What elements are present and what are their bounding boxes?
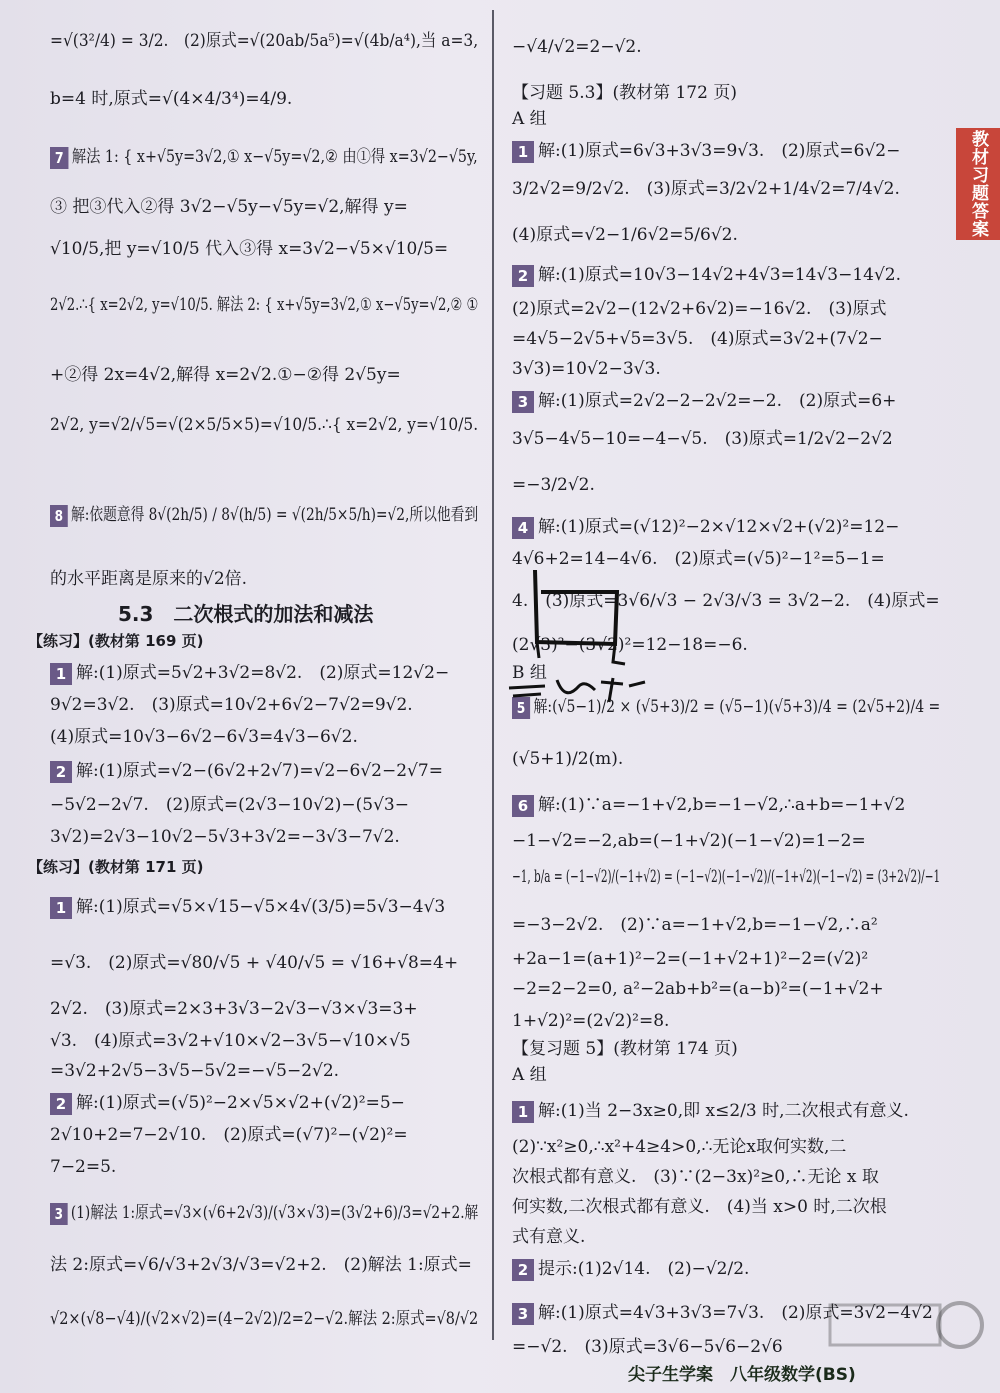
right-line bbox=[512, 948, 868, 970]
ex169-line bbox=[50, 694, 413, 716]
right-line bbox=[512, 1196, 887, 1218]
ex171-line bbox=[50, 1092, 405, 1115]
watermark bbox=[820, 1295, 985, 1385]
ex171-line bbox=[50, 1254, 472, 1276]
question-number-badge: 2 bbox=[50, 761, 72, 783]
ex171-line bbox=[50, 1124, 408, 1146]
ex169-line bbox=[50, 726, 358, 748]
line-text: (1)解法 1:原式=√3×(√6+2√3)/(√3×√3)=(3√2+6)/3=√2+2.解 bbox=[70, 1203, 479, 1223]
line-text: (2√3)²−(3√2)²=12−18=−6. bbox=[512, 635, 748, 655]
line-text: 解:(1)原式=5√2+3√2=8√2. (2)原式=12√2− bbox=[76, 663, 450, 683]
line-text: 7−2=5. bbox=[50, 1157, 117, 1177]
right-line bbox=[512, 978, 884, 1000]
question-number-badge: 5 bbox=[512, 697, 530, 719]
column-divider bbox=[492, 10, 494, 1340]
right-line bbox=[512, 830, 866, 852]
left-line bbox=[50, 504, 478, 527]
right-line bbox=[512, 178, 900, 200]
line-text: 4√6+2=14−4√6. (2)原式=(√5)²−1²=5−1= bbox=[512, 549, 885, 569]
left-line bbox=[50, 364, 401, 386]
line-text: (4)原式=10√3−6√2−6√3=4√3−6√2. bbox=[50, 727, 358, 747]
line-text: 法 2:原式=√6/√3+2√3/√3=√2+2. (2)解法 1:原式= bbox=[50, 1255, 472, 1275]
question-number-badge: 3 bbox=[512, 391, 534, 413]
right-line bbox=[512, 358, 661, 380]
line-text: 解:(1)原式=10√3−14√2+4√3=14√3−14√2. bbox=[538, 265, 902, 285]
right-line bbox=[512, 1336, 783, 1358]
right-line bbox=[512, 866, 940, 888]
ex169-line bbox=[50, 760, 443, 783]
left-line bbox=[50, 30, 478, 52]
line-text: 解:(1)原式=2√2−2−2√2=−2. (2)原式=6+ bbox=[538, 391, 897, 411]
ex171-line bbox=[50, 1308, 478, 1330]
line-text: √3. (4)原式=3√2+√10×√2−3√5−√10×√5 bbox=[50, 1031, 411, 1051]
line-text: (2)原式=2√2−(12√2+6√2)=−16√2. (3)原式 bbox=[512, 299, 887, 319]
question-number-badge: 2 bbox=[512, 265, 534, 287]
right-line bbox=[512, 264, 901, 287]
right-line bbox=[512, 1258, 749, 1281]
question-number-badge: 4 bbox=[512, 517, 534, 539]
line-text: =√3. (2)原式=√80/√5 + √40/√5 = √16+√8=4+ bbox=[50, 953, 459, 973]
line-text: 解:(1)原式=√2−(6√2+2√7)=√2−6√2−2√7= bbox=[76, 761, 443, 781]
line-text: 2√2, y=√2/√5=√(2×5/5×5)=√10/5.∴{ x=2√2, y=√10/5. bbox=[50, 415, 479, 435]
line-text: (2)∵x²≥0,∴x²+4≥4>0,∴无论x取何实数,二 bbox=[512, 1137, 847, 1157]
line-text: ③ 把③代入②得 3√2−√5y−√5y=√2,解得 y= bbox=[50, 197, 408, 217]
ex171-line bbox=[50, 1202, 478, 1225]
line-text: −2=2−2=0, a²−2ab+b²=(a−b)²=(−1+√2+ bbox=[512, 979, 884, 999]
right-line bbox=[512, 914, 878, 936]
line-text: 解法 1: { x+√5y=3√2,① x−√5y=√2,② 由①得 x=3√2−√5y, bbox=[71, 147, 478, 167]
line-text: 解:依题意得 8√(2h/5) / 8√(h/5) = √(2h/5×5/h)=√2,所以他看到 bbox=[71, 505, 479, 525]
side-tab: 教材习题答案 bbox=[956, 128, 1000, 240]
line-text: (√5+1)/2(m). bbox=[512, 749, 624, 769]
right-line bbox=[512, 1038, 738, 1060]
line-text: 3/2√2=9/2√2. (3)原式=3/2√2+1/4√2=7/4√2. bbox=[512, 179, 900, 199]
line-text: +②得 2x=4√2,解得 x=2√2.①−②得 2√5y= bbox=[50, 365, 401, 385]
left-line bbox=[50, 146, 478, 169]
line-text: 何实数,二次根式都有意义. (4)当 x>0 时,二次根 bbox=[512, 1197, 887, 1217]
ex171-line bbox=[50, 1060, 339, 1082]
line-text: 3√5−4√5−10=−4−√5. (3)原式=1/2√2−2√2 bbox=[512, 429, 893, 449]
right-line bbox=[512, 1064, 547, 1086]
right-line bbox=[512, 1100, 909, 1123]
footer-title: 尖子生学案 八年级数学(BS) bbox=[628, 1365, 856, 1385]
line-text: 2√10+2=7−2√10. (2)原式=(√7)²−(√2)²= bbox=[50, 1125, 408, 1145]
right-line bbox=[512, 748, 623, 770]
question-number-badge: 6 bbox=[512, 795, 534, 817]
right-line bbox=[512, 298, 887, 320]
line-text: −5√2−2√7. (2)原式=(2√3−10√2)−(5√3− bbox=[50, 795, 409, 815]
right-line bbox=[512, 82, 737, 104]
line-text: 1+√2)²=(2√2)²=8. bbox=[512, 1011, 670, 1031]
left-line bbox=[50, 238, 448, 260]
line-text: 提示:(1)2√14. (2)−√2/2. bbox=[538, 1259, 750, 1279]
line-text: 4. (3)原式=3√6/√3 − 2√3/√3 = 3√2−2. (4)原式= bbox=[512, 591, 940, 611]
right-line bbox=[512, 390, 896, 413]
line-text: 解:(1)原式=(√12)²−2×√12×√2+(√2)²=12− bbox=[538, 517, 900, 537]
line-text: 【复习题 5】(教材第 174 页) bbox=[512, 1039, 738, 1059]
question-number-badge: 3 bbox=[512, 1303, 534, 1325]
line-text: 解:(1)原式=(√5)²−2×√5×√2+(√2)²=5− bbox=[76, 1093, 405, 1113]
ex169-line bbox=[50, 794, 409, 816]
line-text: 【习题 5.3】(教材第 172 页) bbox=[512, 83, 737, 103]
exercise-header: 【练习】(教材第 171 页) bbox=[28, 858, 204, 876]
line-text: −1−√2=−2,ab=(−1+√2)(−1−√2)=1−2= bbox=[512, 831, 866, 851]
ex171-line bbox=[50, 998, 418, 1020]
question-number-badge: 1 bbox=[512, 1101, 534, 1123]
right-line bbox=[512, 140, 900, 163]
line-text: 解:(1)原式=6√3+3√3=9√3. (2)原式=6√2− bbox=[538, 141, 901, 161]
exercise-header: 【练习】(教材第 169 页) bbox=[28, 632, 204, 650]
right-line bbox=[512, 428, 893, 450]
ex171-line bbox=[50, 952, 458, 974]
line-text: 的水平距离是原来的√2倍. bbox=[50, 569, 248, 589]
right-line bbox=[512, 1166, 879, 1188]
ex169-line bbox=[50, 662, 449, 685]
left-line bbox=[50, 88, 292, 110]
line-text: =4√5−2√5+√5=3√5. (4)原式=3√2+(7√2− bbox=[512, 329, 883, 349]
line-text: A 组 bbox=[512, 109, 547, 129]
line-text: 解:(1)当 2−3x≥0,即 x≤2/3 时,二次根式有意义. bbox=[538, 1101, 909, 1121]
question-number-badge: 2 bbox=[50, 1093, 72, 1115]
line-text: 解:(1)∵a=−1+√2,b=−1−√2,∴a+b=−1+√2 bbox=[538, 795, 906, 815]
question-number-badge: 8 bbox=[50, 505, 68, 527]
ex171-line bbox=[50, 1156, 116, 1178]
line-text: 解:(1)原式=4√3+3√3=7√3. (2)原式=3√2−4√2 bbox=[538, 1303, 933, 1323]
right-line bbox=[512, 516, 899, 539]
right-line bbox=[512, 108, 547, 130]
question-number-badge: 7 bbox=[50, 147, 68, 169]
line-text: =3√2+2√5−3√5−5√2=−√5−2√2. bbox=[50, 1061, 340, 1081]
line-text: (4)原式=√2−1/6√2=5/6√2. bbox=[512, 225, 738, 245]
question-number-badge: 1 bbox=[50, 897, 72, 919]
handwritten-scribble bbox=[505, 562, 675, 712]
line-text: 2√2. (3)原式=2×3+3√3−2√3−√3×√3=3+ bbox=[50, 999, 418, 1019]
right-line bbox=[512, 794, 905, 817]
left-line bbox=[50, 294, 478, 316]
watermark-logo-icon bbox=[820, 1295, 985, 1385]
line-text: −√4/√2=2−√2. bbox=[512, 37, 642, 57]
question-number-badge: 1 bbox=[50, 663, 72, 685]
right-line bbox=[512, 474, 595, 496]
line-text: b=4 时,原式=√(4×4/3⁴)=4/9. bbox=[50, 89, 293, 109]
line-text: B 组 bbox=[512, 663, 547, 683]
line-text: =−3/2√2. bbox=[512, 475, 595, 495]
line-text: 3√2)=2√3−10√2−5√3+3√2=−3√3−7√2. bbox=[50, 827, 400, 847]
line-text: 9√2=3√2. (3)原式=10√2+6√2−7√2=9√2. bbox=[50, 695, 413, 715]
left-line bbox=[50, 568, 247, 590]
left-line bbox=[50, 196, 408, 218]
line-text: =−√2. (3)原式=3√6−5√6−2√6 bbox=[512, 1337, 783, 1357]
ex171-line bbox=[50, 896, 445, 919]
left-line bbox=[50, 414, 478, 436]
question-number-badge: 3 bbox=[50, 1203, 68, 1225]
right-line bbox=[512, 1136, 846, 1158]
line-text: =−3−2√2. (2)∵a=−1+√2,b=−1−√2,∴a² bbox=[512, 915, 878, 935]
line-text: 式有意义. bbox=[512, 1227, 586, 1247]
right-line bbox=[512, 1226, 585, 1248]
right-line bbox=[512, 328, 883, 350]
line-text: 3√3)=10√2−3√3. bbox=[512, 359, 661, 379]
ex169-line bbox=[50, 826, 400, 848]
right-line bbox=[512, 1010, 669, 1032]
right-line bbox=[512, 224, 738, 246]
ex171-line bbox=[50, 1030, 411, 1052]
line-text: √2×(√8−√4)/(√2×√2)=(4−2√2)/2=2−√2.解法 2:原式=√8/√2 bbox=[50, 1309, 479, 1329]
section-title: 5.3 二次根式的加法和减法 bbox=[118, 602, 374, 626]
question-number-badge: 1 bbox=[512, 141, 534, 163]
line-text: −1, b/a = (−1−√2)/(−1+√2) = (−1−√2)(−1−√2)/(−1+√2)(−1−√2) = (3+2√2)/−1 bbox=[512, 867, 941, 887]
line-text: =√(3²/4) = 3/2. (2)原式=√(20ab/5a⁵)=√(4b/a⁴),当 a=3, bbox=[50, 31, 479, 51]
right-line bbox=[512, 36, 642, 58]
line-text: 解:(1)原式=√5×√15−√5×4√(3/5)=5√3−4√3 bbox=[76, 897, 446, 917]
question-number-badge: 2 bbox=[512, 1259, 534, 1281]
line-text: √10/5,把 y=√10/5 代入③得 x=3√2−√5×√10/5= bbox=[50, 239, 449, 259]
line-text: A 组 bbox=[512, 1065, 547, 1085]
line-text: 2√2.∴{ x=2√2, y=√10/5. 解法 2: { x+√5y=3√2,① x−√5y=√2,② ① bbox=[50, 295, 479, 315]
line-text: +2a−1=(a+1)²−2=(−1+√2+1)²−2=(√2)² bbox=[512, 949, 869, 969]
line-text: 解:(√5−1)/2 × (√5+3)/2 = (√5−1)(√5+3)/4 = (2√5+2)/4 = bbox=[533, 697, 941, 717]
line-text: 次根式都有意义. (3)∵(2−3x)²≥0,∴无论 x 取 bbox=[512, 1167, 879, 1187]
